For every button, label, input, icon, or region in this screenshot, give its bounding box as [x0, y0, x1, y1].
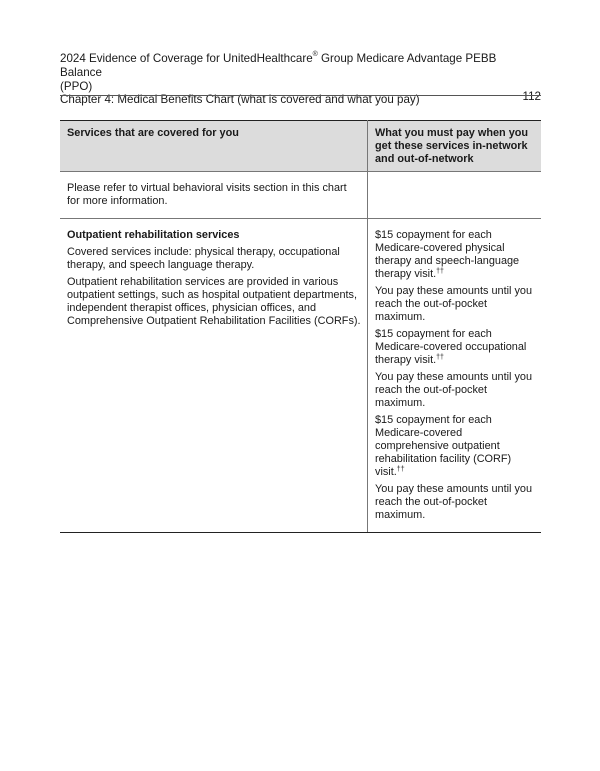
chapter-title: Chapter 4: Medical Benefits Chart (what is covered and what you pay) [60, 93, 420, 107]
table-row [60, 219, 541, 533]
title-text-part1: 2024 Evidence of Coverage for UnitedHealthcare [60, 52, 313, 65]
oop-maximum-note: You pay these amounts until you reach the out-of-pocket maximum. [375, 285, 533, 323]
row-service-cell [60, 172, 368, 219]
oop-maximum-note: You pay these amounts until you reach the out-of-pocket maximum. [375, 371, 533, 409]
column-header-services: Services that are covered for you [60, 121, 368, 172]
double-dagger-mark: †† [396, 466, 405, 473]
row-cost-cell [368, 219, 542, 533]
oop-maximum-note: You pay these amounts until you reach the out-of-pocket maximum. [375, 483, 533, 521]
title-text-part2: Group Medicare Advantage PEBB Balance [60, 52, 497, 79]
medical-benefits-table [60, 120, 541, 533]
service-description: Covered services include: physical therapy, occupational therapy, and speech language therapy. [67, 246, 340, 271]
cost-text: $15 copayment for each Medicare-covered physical therapy and speech-language therapy visit. [375, 229, 520, 280]
table-header-row [60, 121, 541, 172]
double-dagger-mark: †† [436, 354, 444, 361]
cost-physical-speech-therapy [375, 229, 535, 281]
cost-text: $15 copayment for each Medicare-covered occupational therapy visit. [375, 328, 527, 366]
column-header-cost: What you must pay when you get these services in-network and out-of-network [368, 121, 542, 172]
cost-corf-visit [375, 414, 535, 479]
registered-mark: ® [312, 51, 318, 58]
double-dagger-mark: †† [436, 268, 444, 275]
page-number: 112 [522, 90, 541, 104]
header-divider [60, 95, 541, 96]
document-title-line2: (PPO) [60, 79, 93, 93]
cost-text: $15 copayment for each Medicare-covered comprehensive outpatient rehabilitation facility (CORF) visit. [375, 414, 512, 478]
virtual-visits-note: Please refer to virtual behavioral visits section in this chart for more information. [67, 182, 347, 207]
service-settings-description: Outpatient rehabilitation services are provided in various outpatient settings, such as hospital outpatient departments, independent therapist offices, physician offices, and Comprehensive Outpatient Rehabilitation Facilities (CORFs). [67, 276, 361, 327]
service-title: Outpatient rehabilitation services [67, 229, 240, 241]
cost-occupational-therapy [375, 328, 535, 367]
document-header [60, 52, 541, 107]
document-title [60, 52, 541, 80]
table-row [60, 172, 541, 219]
row-service-cell [60, 219, 368, 533]
row-cost-cell [368, 172, 542, 219]
